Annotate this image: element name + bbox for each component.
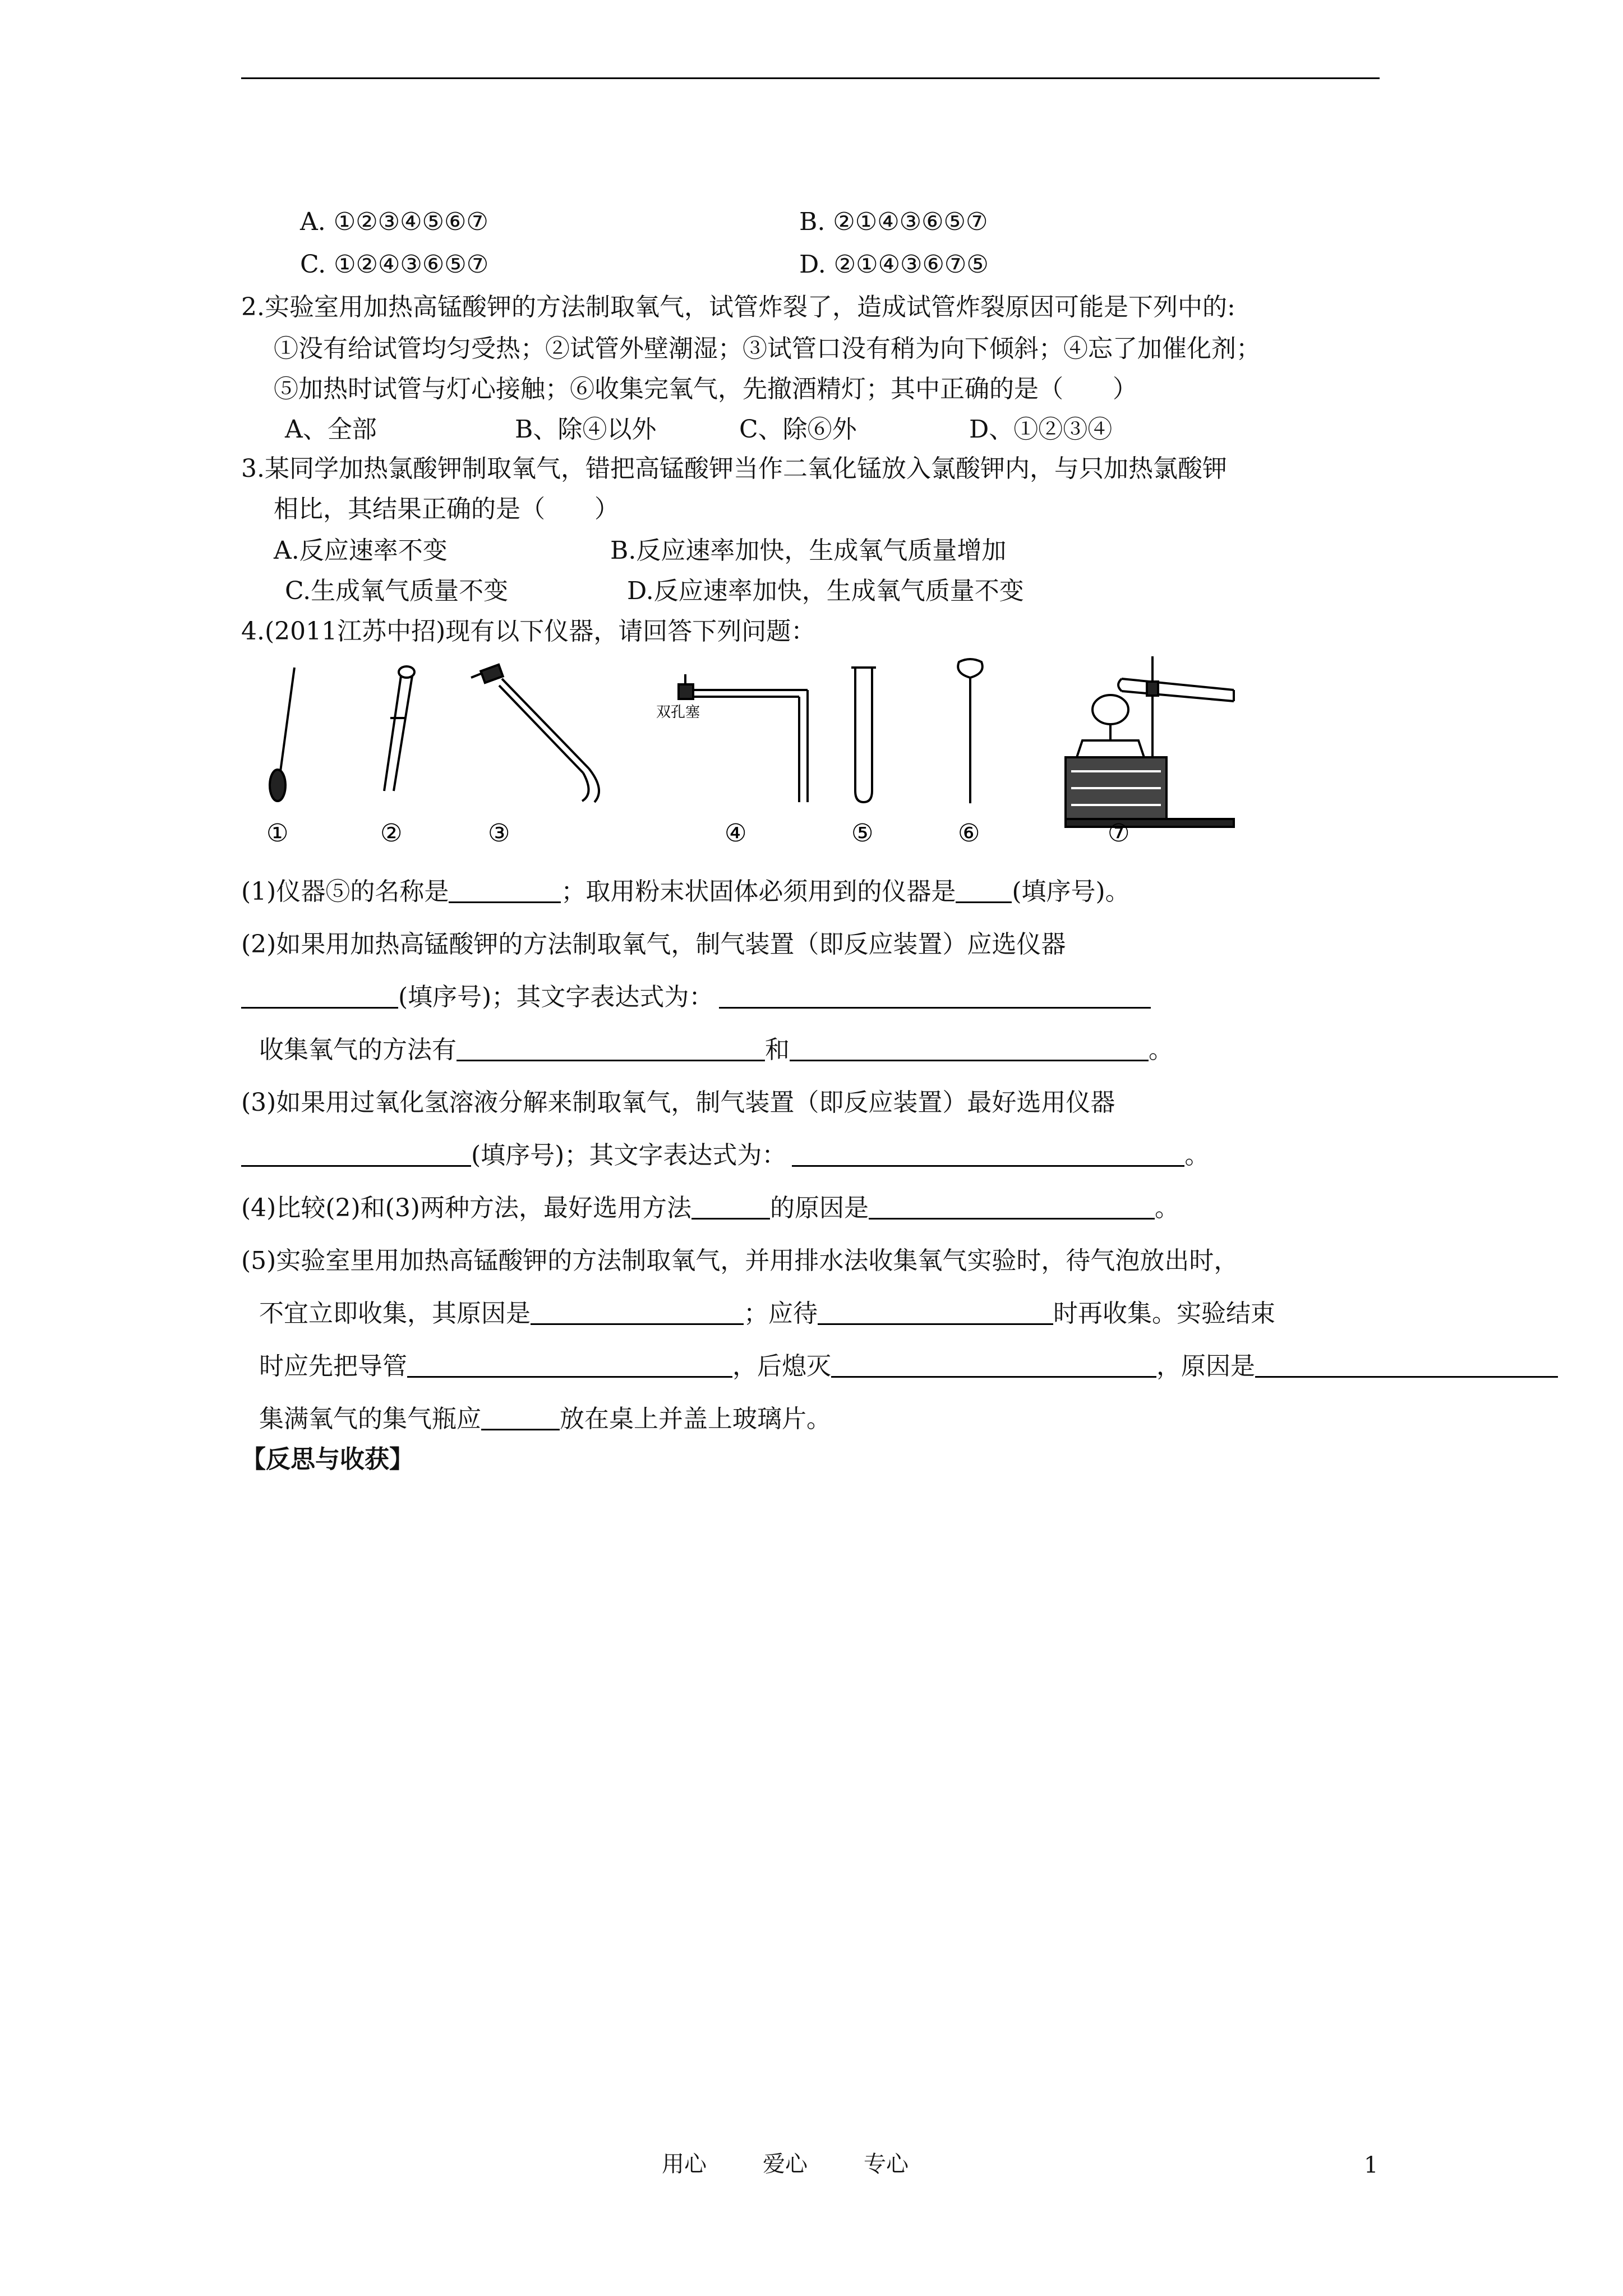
q4-part5-line2 (259, 1297, 1275, 1331)
q4-part2-line2 (241, 981, 1151, 1014)
q4-p5-text-e: 时应先把导管 (259, 1352, 407, 1381)
q4-p2-text-d: 和 (765, 1036, 790, 1064)
blank-collection-method-1[interactable] (457, 1035, 765, 1061)
q4-p1-text-a: (1)仪器⑤的名称是 (241, 877, 449, 906)
q4-p5-text-h: 集满氧气的集气瓶应 (259, 1405, 481, 1433)
q3-option-d: D.反应速率加快，生成氧气质量不变 (627, 577, 1024, 605)
reflection-heading: 【反思与收获】 (241, 1445, 414, 1474)
blank-tube-action[interactable] (407, 1351, 732, 1378)
q4-p4-text-a: (4)比较(2)和(3)两种方法，最好选用方法 (241, 1194, 691, 1222)
q4-p2-text-e: 。 (1149, 1036, 1173, 1064)
q1-option-c: C. ①②④③⑥⑤⑦ (300, 250, 489, 279)
header-rule (241, 77, 1380, 79)
instrument-label-6: ⑥ (958, 819, 980, 848)
instrument-label-7: ⑦ (1108, 819, 1130, 848)
q3-option-a: A.反应速率不变 (274, 536, 448, 565)
q2-option-a: A、全部 (285, 415, 377, 444)
blank-kmno4-apparatus[interactable] (241, 982, 398, 1009)
q4-part3-line1: (3)如果用过氧化氢溶液分解来制取氧气，制气装置（即反应装置）最好选用仪器 (241, 1088, 1115, 1117)
q4-part2-line3 (259, 1033, 1173, 1067)
footer-motto-2: 爱心 (763, 2151, 808, 2177)
blank-instrument5-name[interactable] (449, 877, 561, 903)
footer-motto-1: 用心 (662, 2151, 707, 2177)
stopper-label: 双孔塞 (656, 704, 700, 721)
instrument-label-2: ② (380, 819, 403, 848)
blank-collection-method-2[interactable] (790, 1035, 1149, 1061)
q4-p1-text-b: ；取用粉末状固体必须用到的仪器是 (561, 877, 956, 906)
crucible-tongs-icon (471, 665, 599, 802)
test-tube-icon (851, 668, 876, 802)
q4-part5-line4 (259, 1402, 831, 1436)
q2-question-line1: 2.实验室用加热高锰酸钾的方法制取氧气，试管炸裂了，造成试管炸裂原因可能是下列中的: (241, 293, 1235, 321)
instrument-label-5: ⑤ (851, 819, 874, 848)
q4-intro: 4.(2011江苏中招)现有以下仪器，请回答下列问题： (241, 617, 816, 646)
blank-best-method[interactable] (691, 1193, 770, 1220)
q4-p4-text-b: 的原因是 (769, 1194, 869, 1222)
tweezers-icon (384, 666, 414, 791)
q4-part5-line3 (259, 1350, 1558, 1383)
blank-order-reason[interactable] (1255, 1351, 1558, 1378)
lab-instruments-figure (247, 651, 1256, 858)
instrument-label-4: ④ (725, 819, 747, 848)
alcohol-lamp-with-stand-icon (1066, 656, 1234, 827)
q4-p5-text-d: 时再收集。实验结束 (1053, 1299, 1275, 1328)
q1-option-a: A. ①②③④⑤⑥⑦ (300, 208, 488, 236)
q3-question-line2: 相比，其结果正确的是（ ） (274, 495, 619, 523)
q4-part2-line1: (2)如果用加热高锰酸钾的方法制取氧气，制气装置（即反应装置）应选仪器 (241, 930, 1066, 959)
q4-p2-text-c: 收集氧气的方法有 (259, 1036, 457, 1064)
bent-delivery-tube-icon (679, 674, 808, 802)
blank-h2o2-equation[interactable] (792, 1140, 1184, 1167)
blank-h2o2-apparatus[interactable] (241, 1140, 471, 1167)
q4-p3-text-b: (填序号)；其文字表达式为： (471, 1141, 787, 1170)
q4-p1-text-c: (填序号)。 (1012, 877, 1130, 906)
q4-p2-text-b: (填序号)；其文字表达式为： (398, 983, 714, 1011)
blank-bottle-placement[interactable] (481, 1404, 560, 1430)
instrument-label-1: ① (266, 819, 289, 848)
q4-p5-text-g: ，原因是 (1156, 1352, 1255, 1381)
q4-p4-text-c: 。 (1154, 1194, 1179, 1222)
q4-part4 (241, 1191, 1179, 1225)
q2-option-c: C、除⑥外 (739, 415, 857, 444)
q2-option-b: B、除④以外 (515, 415, 657, 444)
combustion-spoon-icon (958, 659, 983, 803)
page-number: 1 (1364, 2152, 1378, 2178)
q4-part3-line2 (241, 1139, 1209, 1172)
q2-question-line3: ⑤加热时试管与灯心接触；⑥收集完氧气，先撤酒精灯；其中正确的是（ ） (274, 375, 1137, 403)
q3-option-b: B.反应速率加快，生成氧气质量增加 (610, 536, 1007, 565)
q1-option-d: D. ②①④③⑥⑦⑤ (799, 250, 989, 279)
q2-question-line2: ①没有给试管均匀受热；②试管外壁潮湿；③试管口没有稍为向下倾斜；④忘了加催化剂； (274, 334, 1261, 363)
q1-option-b: B. ②①④③⑥⑤⑦ (799, 208, 988, 236)
footer-motto-3: 专心 (864, 2151, 909, 2177)
q3-question-line1: 3.某同学加热氯酸钾制取氧气，错把高锰酸钾当作二氧化锰放入氯酸钾内，与只加热氯酸钾 (241, 454, 1227, 483)
blank-best-method-reason[interactable] (869, 1193, 1155, 1220)
q2-option-d: D、①②③④ (969, 415, 1113, 444)
q4-p5-text-c: ；应待 (744, 1299, 818, 1328)
q4-p5-text-b: 不宜立即收集，其原因是 (259, 1299, 531, 1328)
q4-p3-text-c: 。 (1184, 1141, 1210, 1170)
blank-kmno4-equation[interactable] (719, 982, 1151, 1009)
medicine-spoon-icon (270, 668, 294, 801)
blank-extinguish-what[interactable] (831, 1351, 1156, 1378)
q4-part5-line1: (5)实验室里用加热高锰酸钾的方法制取氧气，并用排水法收集氧气实验时，待气泡放出时， (241, 1246, 1239, 1275)
q4-p5-text-i: 放在桌上并盖上玻璃片。 (560, 1405, 831, 1433)
q4-part1 (241, 875, 1130, 909)
instrument-label-3: ③ (488, 819, 510, 848)
blank-not-collect-reason[interactable] (531, 1299, 744, 1325)
blank-collect-when[interactable] (818, 1299, 1053, 1325)
blank-powder-instrument[interactable] (956, 877, 1012, 903)
q4-p5-text-f: ，后熄灭 (732, 1352, 831, 1381)
q3-option-c: C.生成氧气质量不变 (285, 577, 509, 605)
